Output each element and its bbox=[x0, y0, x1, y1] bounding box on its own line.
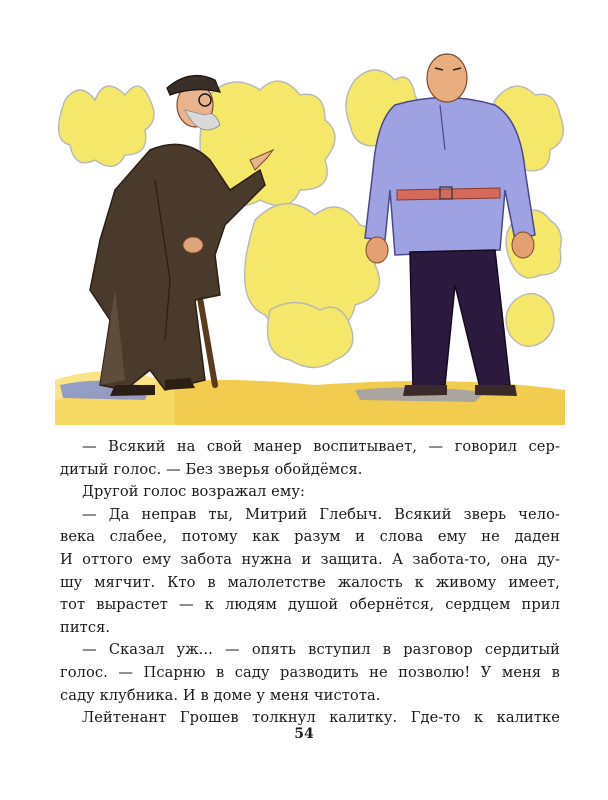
text-line: Другой голос возражал ему: bbox=[82, 483, 306, 501]
text-line: дитый голос. — Без зверья обойдёмся. bbox=[60, 460, 363, 478]
text-line: И оттого ему забота нужна и защита. А забота-то, она ду- bbox=[60, 550, 560, 568]
text-line: пится. bbox=[60, 618, 111, 636]
text-line: Лейтенант Грошев толкнул калитку. Где-то к калитке bbox=[82, 709, 560, 727]
text-line: саду клубника. И в доме у меня чистота. bbox=[60, 686, 381, 704]
text-line: тот вырастет — к людям душой обернётся, сердцем прил bbox=[60, 596, 560, 614]
text-line: — Да неправ ты, Митрий Глебыч. Всякий зверь чело- bbox=[82, 505, 560, 523]
illustration bbox=[55, 40, 565, 425]
story-text bbox=[60, 436, 560, 730]
text-line: — Сказал уж... — опять вступил в разговор сердитый bbox=[82, 641, 560, 659]
page-number: 54 bbox=[294, 726, 314, 742]
text-line: шу мягчит. Кто в малолетстве жалость к живому имеет, bbox=[60, 573, 560, 591]
text-line: века слабее, потому как разум и слова ему не даден bbox=[60, 528, 560, 546]
text-line: голос. — Псарню в саду разводить не позволю! У меня в bbox=[60, 663, 560, 681]
text-line: — Всякий на свой манер воспитывает, — говорил сер- bbox=[82, 438, 560, 455]
